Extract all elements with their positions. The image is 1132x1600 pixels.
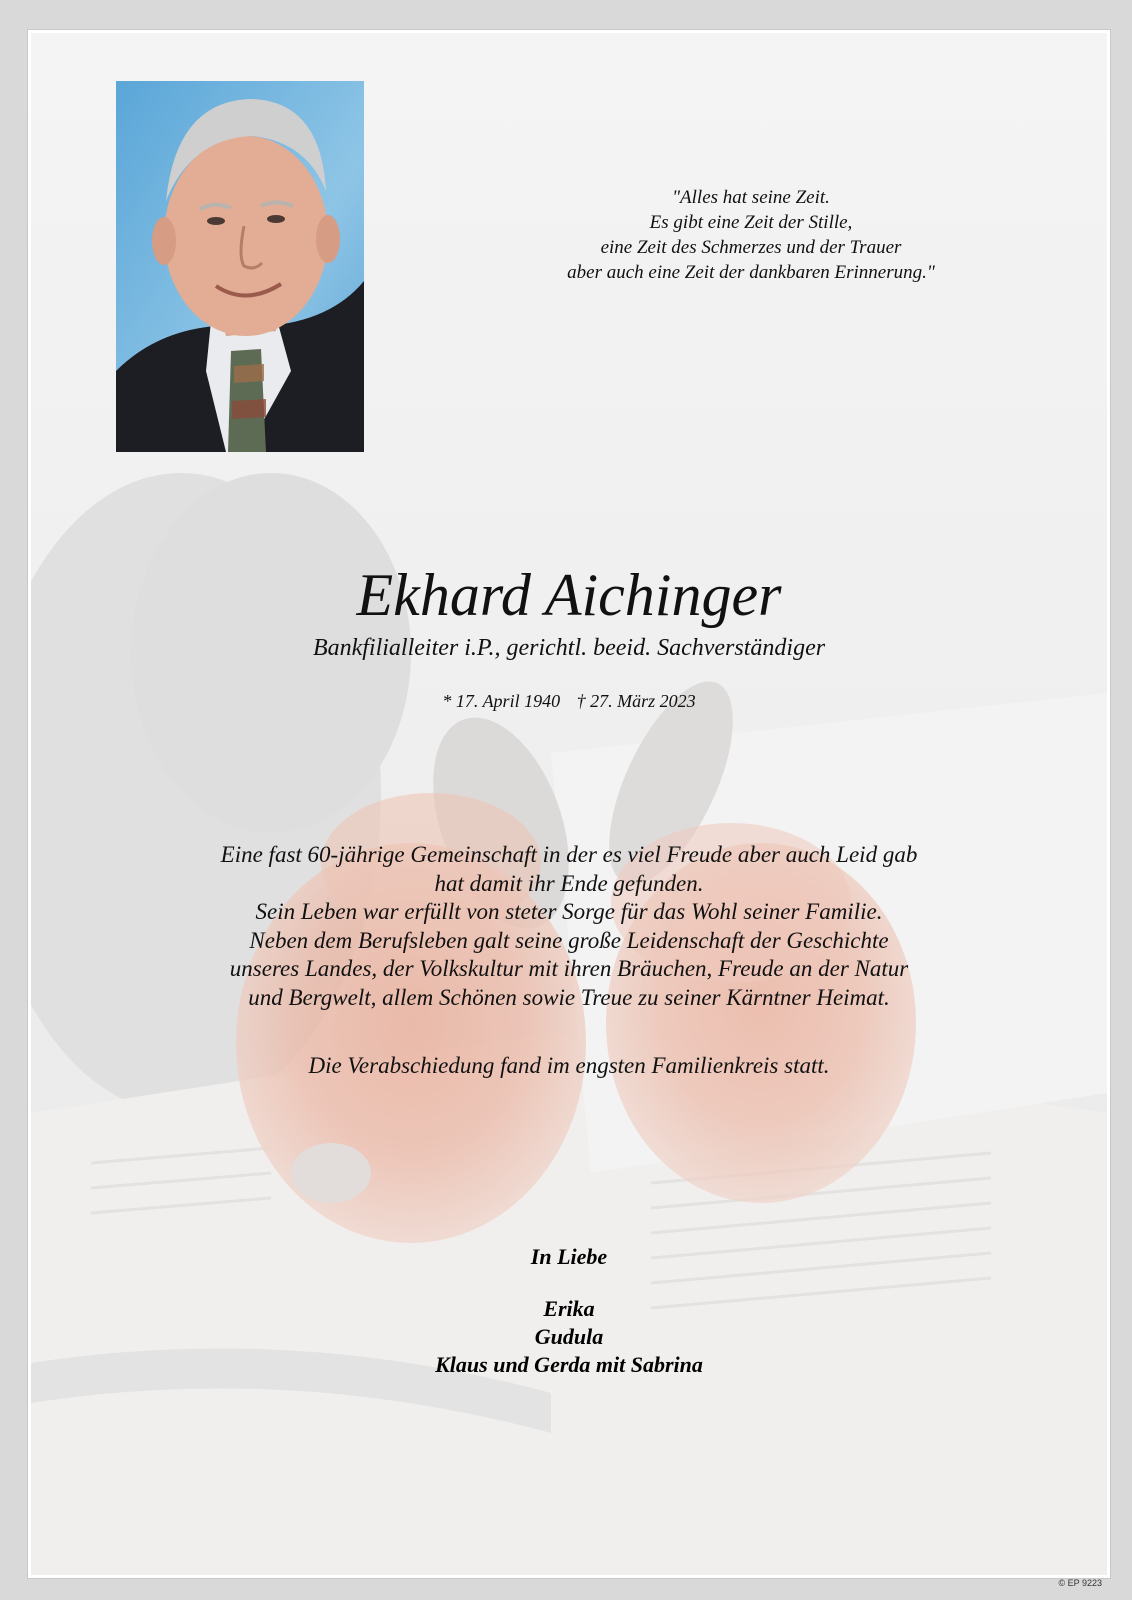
portrait-photo — [116, 81, 364, 452]
portrait-icon — [116, 81, 364, 452]
quote-line: eine Zeit des Schmerzes und der Trauer — [600, 237, 902, 258]
death-date: † 27. März 2023 — [576, 691, 696, 711]
quote — [491, 185, 1011, 285]
quote-line: Es gibt eine Zeit der Stille, — [649, 212, 853, 233]
farewell-note: Die Verabschiedung fand im engsten Familienkreis statt. — [308, 1053, 830, 1078]
family-member: Gudula — [534, 1324, 604, 1349]
text-line: Eine fast 60-jährige Gemeinschaft in der es viel Freude aber auch Leid gab — [220, 842, 918, 867]
life-dates — [31, 689, 1107, 713]
birth-date: * 17. April 1940 — [442, 691, 561, 711]
text-line: hat damit ihr Ende gefunden. — [434, 870, 704, 896]
copyright-notice: © EP 9223 — [1058, 1578, 1102, 1588]
text-line: Neben dem Berufsleben galt seine große Leidenschaft der Geschichte — [249, 927, 889, 953]
family-member: Klaus und Gerda mit Sabrina — [435, 1352, 703, 1377]
text-line: unseres Landes, der Volkskultur mit ihren Bräuchen, Freude an der Natur — [229, 956, 909, 981]
obituary-text — [31, 841, 1107, 1012]
quote-line: "Alles hat seine Zeit. — [672, 187, 830, 208]
signoff: In Liebe — [530, 1244, 608, 1269]
deceased-name: Ekhard Aichinger — [356, 562, 782, 628]
family-list — [31, 1295, 1107, 1379]
family-member: Erika — [543, 1296, 595, 1321]
text-line: Sein Leben war erfüllt von steter Sorge für das Wohl seiner Familie. — [255, 899, 883, 924]
deceased-profession: Bankfilialleiter i.P., gerichtl. beeid. Sachverständiger — [312, 635, 826, 661]
obituary-card — [28, 30, 1110, 1578]
text-line: und Bergwelt, allem Schönen sowie Treue zu seiner Kärntner Heimat. — [248, 984, 890, 1010]
quote-line: aber auch eine Zeit der dankbaren Erinnerung." — [567, 262, 935, 283]
